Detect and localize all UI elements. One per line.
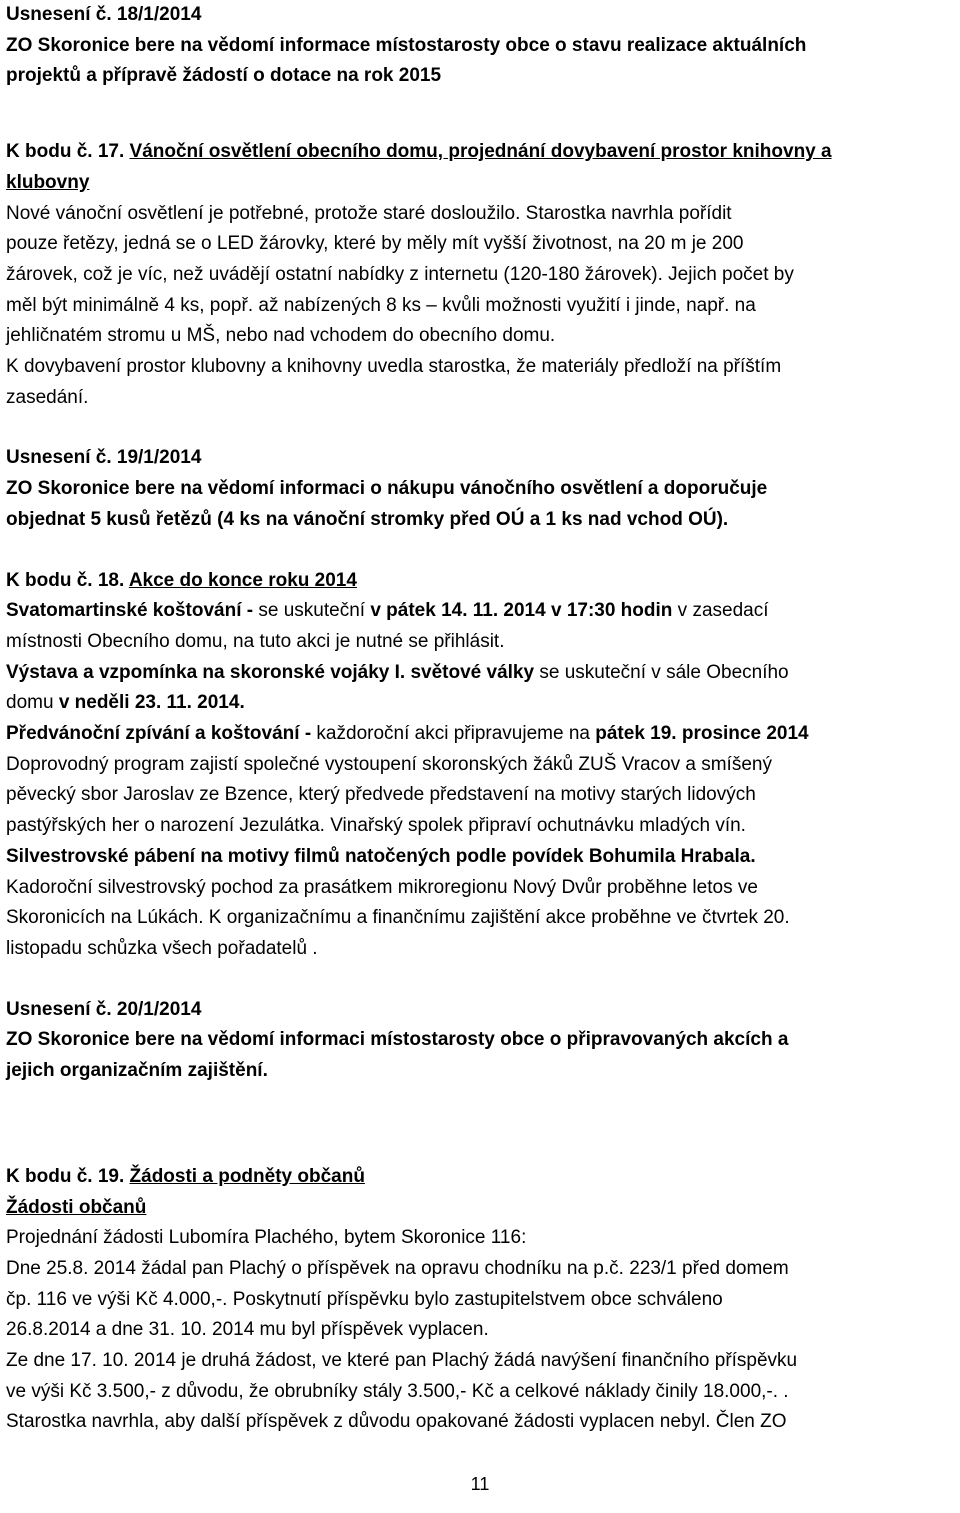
resolution-text-line: objednat 5 kusů řetězů (4 ks na vánoční stromky před OÚ a 1 ks nad vchod OÚ). xyxy=(6,508,729,530)
paragraph-line: měl být minimálně 4 ks, popř. až nabízených 8 ks – kvůli možnosti využití i jinde, např. na xyxy=(6,294,756,316)
event-date: v pátek 14. 11. 2014 v 17:30 hodin xyxy=(370,600,673,622)
agenda-item-17 xyxy=(6,137,956,413)
agenda-heading xyxy=(6,1162,956,1193)
paragraph-line: pouze řetězy, jedná se o LED žárovky, které by měly mít vyšší životnost, na 20 m je 200 xyxy=(6,233,744,255)
paragraph-line: ve výši Kč 3.500,- z důvodu, že obrubníky stály 3.500,- Kč a celkové náklady činily 18.000,-. . xyxy=(6,1380,789,1402)
paragraph-line: žárovek, což je víc, než uvádějí ostatní nabídky z internetu (120-180 žárovek). Jejich počet by xyxy=(6,263,794,285)
event-name: Předvánoční zpívání a koštování - xyxy=(6,723,312,745)
paragraph-line: pěvecký sbor Jaroslav ze Bzence, který předvede představení na motivy starých lidových xyxy=(6,784,756,806)
resolution-text-line: ZO Skoronice bere na vědomí informaci místostarosty obce o připravovaných akcích a xyxy=(6,1029,789,1051)
resolution-text-line: jejich organizačním zajištění. xyxy=(6,1060,268,1082)
event-date: pátek 19. prosince 2014 xyxy=(595,723,809,745)
resolution-title: Usnesení č. 19/1/2014 xyxy=(6,447,202,469)
paragraph-line: K dovybavení prostor klubovny a knihovny uvedla starostka, že materiály předloží na příštím xyxy=(6,356,782,378)
event-line: Předvánoční zpívání a koštování - každoroční akci připravujeme na pátek 19. prosince 2014 xyxy=(6,723,809,745)
agenda-lead: K bodu č. 17. xyxy=(6,141,125,163)
resolution-20 xyxy=(6,995,956,1087)
paragraph-line: Projednání žádosti Lubomíra Plachého, bytem Skoronice 116: xyxy=(6,1227,527,1249)
resolution-19 xyxy=(6,443,956,535)
paragraph-line: Starostka navrhla, aby další příspěvek z důvodu opakované žádosti vyplacen nebyl. Člen ZO xyxy=(6,1411,787,1433)
agenda-lead: K bodu č. 18. xyxy=(6,569,125,591)
agenda-heading-text: Vánoční osvětlení obecního domu, projednání dovybavení prostor knihovny a xyxy=(129,141,832,163)
event-name: Svatomartinské koštování - xyxy=(6,600,254,622)
paragraph-line: Kadoroční silvestrovský pochod za prasátkem mikroregionu Nový Dvůr proběhne letos ve xyxy=(6,876,758,898)
paragraph-line: Nové vánoční osvětlení je potřebné, protože staré dosloužilo. Starostka navrhla pořídit xyxy=(6,202,732,224)
paragraph-line: čp. 116 ve výši Kč 4.000,-. Poskytnutí příspěvku bylo zastupitelstvem obce schváleno xyxy=(6,1288,723,1310)
resolution-text-line: projektů a přípravě žádostí o dotace na rok 2015 xyxy=(6,65,442,87)
paragraph-line: 26.8.2014 a dne 31. 10. 2014 mu byl příspěvek vyplacen. xyxy=(6,1319,489,1341)
paragraph-line: jehličnatém stromu u MŠ, nebo nad vchodem do obecního domu. xyxy=(6,325,556,347)
agenda-lead: K bodu č. 19. xyxy=(6,1165,125,1187)
paragraph-line: pastýřských her o narození Jezulátka. Vinařský spolek připraví ochutnávku mladých vín. xyxy=(6,815,746,837)
agenda-heading xyxy=(6,566,956,597)
page-number: 11 xyxy=(470,1474,490,1494)
agenda-item-19 xyxy=(6,1162,956,1438)
event-line: Výstava a vzpomínka na skoronské vojáky I. světové války se uskuteční v sále Obecního xyxy=(6,661,789,683)
event-line: domu v neděli 23. 11. 2014. xyxy=(6,692,245,714)
paragraph-line: Skoronicích na Lúkách. K organizačnímu a finančnímu zajištění akce proběhne ve čtvrtek 20. xyxy=(6,907,790,929)
paragraph-line: Ze dne 17. 10. 2014 je druhá žádost, ve které pan Plachý žádá navýšení finančního příspěvku xyxy=(6,1350,798,1372)
paragraph-line: Dne 25.8. 2014 žádal pan Plachý o příspěvek na opravu chodníku na p.č. 223/1 před domem xyxy=(6,1257,789,1279)
agenda-heading-text: Akce do konce roku 2014 xyxy=(128,569,357,591)
paragraph-line: místnosti Obecního domu, na tuto akci je nutné se přihlásit. xyxy=(6,630,505,652)
document-page xyxy=(6,0,956,1438)
event-name: Výstava a vzpomínka na skoronské vojáky I. světové války xyxy=(6,661,535,683)
resolution-text-line: ZO Skoronice bere na vědomí informaci o nákupu vánočního osvětlení a doporučuje xyxy=(6,478,768,500)
paragraph-line: listopadu schůzka všech pořadatelů . xyxy=(6,937,318,959)
event-line: Svatomartinské koštování - se uskuteční v pátek 14. 11. 2014 v 17:30 hodin v zasedací xyxy=(6,600,769,622)
agenda-heading-text: klubovny xyxy=(6,171,90,193)
event-name: Silvestrovské pábení na motivy filmů natočených podle povídek Bohumila Hrabala. xyxy=(6,845,756,867)
event-date: v neděli 23. 11. 2014. xyxy=(58,692,245,714)
agenda-subheading: Žádosti občanů xyxy=(6,1196,147,1218)
resolution-title: Usnesení č. 18/1/2014 xyxy=(6,4,202,25)
agenda-heading-text: Žádosti a podněty občanů xyxy=(129,1165,365,1187)
paragraph-line: zasedání. xyxy=(6,386,89,408)
resolution-title: Usnesení č. 20/1/2014 xyxy=(6,998,202,1020)
paragraph-line: Doprovodný program zajistí společné vystoupení skoronských žáků ZUŠ Vracov a smíšený xyxy=(6,753,772,775)
resolution-18 xyxy=(6,0,956,92)
agenda-heading xyxy=(6,137,956,168)
agenda-item-18 xyxy=(6,566,956,965)
resolution-text-line: ZO Skoronice bere na vědomí informace místostarosty obce o stavu realizace aktuálních xyxy=(6,34,807,56)
